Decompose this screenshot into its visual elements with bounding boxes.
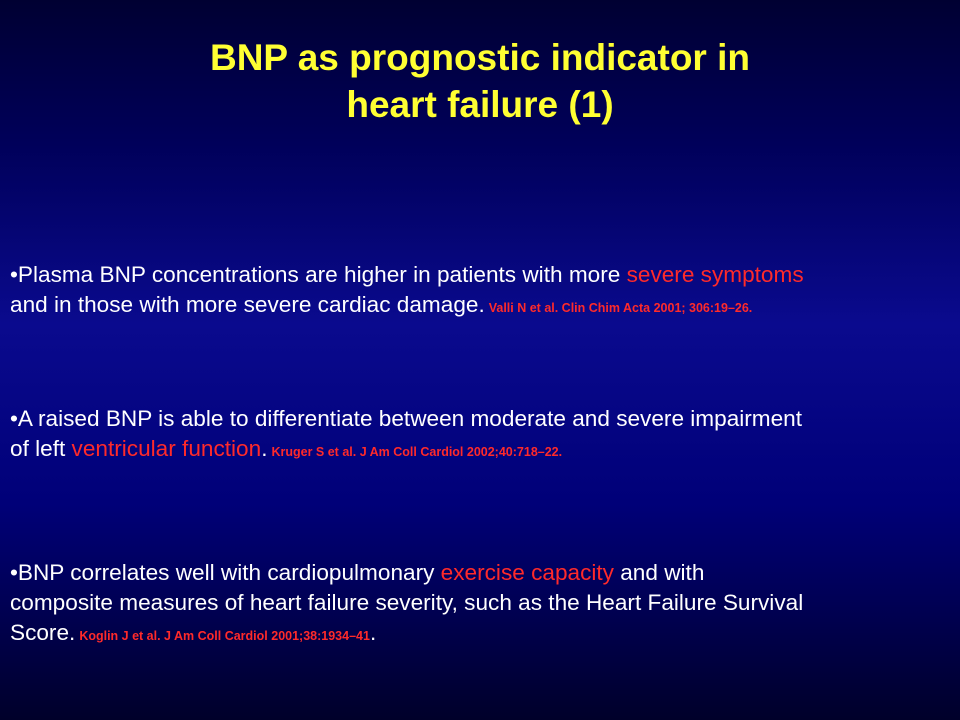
bullet-line [10, 618, 955, 651]
highlight-text: exercise capacity [440, 560, 614, 585]
bullet-text: composite measures of heart failure severity, such as the Heart Failure Survival [10, 590, 804, 615]
citation-reference: Kruger S et al. J Am Coll Cardiol 2002;40:718–22. [271, 445, 563, 459]
bullet-text: •A raised BNP is able to differentiate between moderate and severe impairment [10, 406, 803, 431]
slide-title [0, 34, 960, 128]
citation-reference: Koglin J et al. J Am Coll Cardiol 2001;38:1934–41 [79, 629, 370, 643]
bullet-text: •Plasma BNP concentrations are higher in patients with more [10, 262, 627, 287]
bullet-text: . [261, 436, 268, 461]
bullet-line [10, 558, 955, 588]
bullet-text: and in those with more severe cardiac damage. [10, 292, 485, 317]
slide-title-line-1: BNP as prognostic indicator in [209, 37, 750, 78]
bullet-line [10, 404, 955, 434]
bullet-raised-bnp [10, 404, 955, 467]
bullet-text: . [369, 620, 377, 645]
highlight-text: severe symptoms [626, 262, 804, 287]
bullet-text: and with [613, 560, 705, 585]
bullet-line [10, 588, 955, 618]
bullet-text: •BNP correlates well with cardiopulmonary [10, 560, 441, 585]
bullet-bnp-concentrations [10, 260, 955, 323]
bullet-text: Score. [10, 620, 76, 645]
bullet-line [10, 434, 955, 467]
bullet-bnp-correlates [10, 558, 955, 651]
bullet-line [10, 290, 955, 323]
slide-title-line-2: heart failure (1) [346, 84, 614, 125]
bullet-text: of left [10, 436, 72, 461]
citation-reference: Valli N et al. Clin Chim Acta 2001; 306:19–26. [488, 301, 753, 315]
bullet-line [10, 260, 955, 290]
highlight-text: ventricular function [71, 436, 262, 461]
